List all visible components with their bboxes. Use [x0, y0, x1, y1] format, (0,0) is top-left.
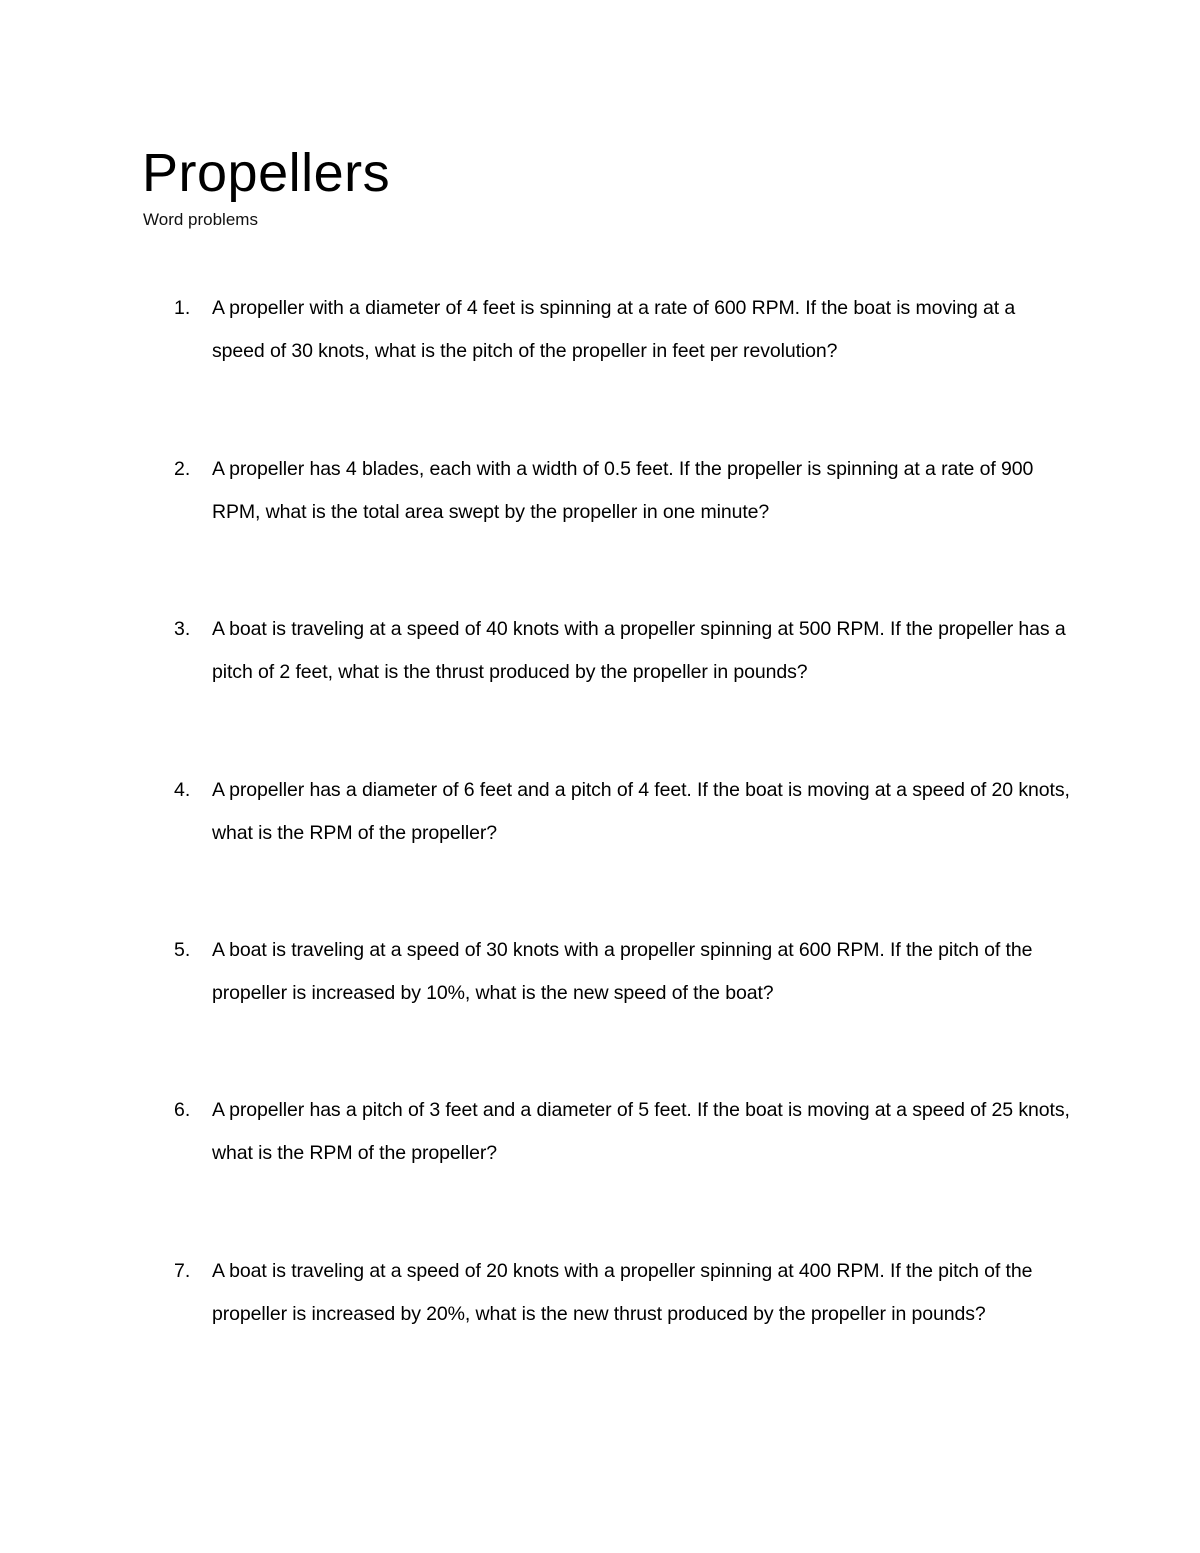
problem-number: 2. — [174, 458, 191, 480]
problem-number: 5. — [174, 939, 191, 961]
problem-number: 7. — [174, 1260, 191, 1282]
problem-text: A propeller has a diameter of 6 feet and a pitch of 4 feet. If the boat is moving at a speed of 20 knots, what is the RPM of the propeller? — [212, 779, 1070, 844]
document-subtitle: Word problems — [143, 210, 258, 229]
document-title: Propellers — [142, 143, 391, 203]
problem-text: A boat is traveling at a speed of 30 knots with a propeller spinning at 600 RPM. If the pitch of the propeller is increased by 10%, what is the new speed of the boat? — [212, 939, 1033, 1004]
problem-text: A propeller has a pitch of 3 feet and a diameter of 5 feet. If the boat is moving at a speed of 25 knots, what is the RPM of the propeller? — [212, 1099, 1070, 1164]
problem-text: A propeller has 4 blades, each with a width of 0.5 feet. If the propeller is spinning at a rate of 900 RPM, what is the total area swept by the propeller in one minute? — [212, 458, 1034, 523]
problem-text: A boat is traveling at a speed of 20 knots with a propeller spinning at 400 RPM. If the pitch of the propeller is increased by 20%, what is the new thrust produced by the propeller in pounds? — [212, 1260, 1033, 1325]
problem-text: A propeller with a diameter of 4 feet is spinning at a rate of 600 RPM. If the boat is moving at a speed of 30 knots, what is the pitch of the propeller in feet per revolution? — [212, 297, 1016, 362]
problem-number: 3. — [174, 618, 191, 640]
problem-number: 6. — [174, 1099, 191, 1121]
problem-text: A boat is traveling at a speed of 40 knots with a propeller spinning at 500 RPM. If the propeller has a pitch of 2 feet, what is the thrust produced by the propeller in pounds? — [212, 618, 1066, 683]
problem-number: 4. — [174, 779, 191, 801]
problem-number: 1. — [174, 297, 191, 319]
